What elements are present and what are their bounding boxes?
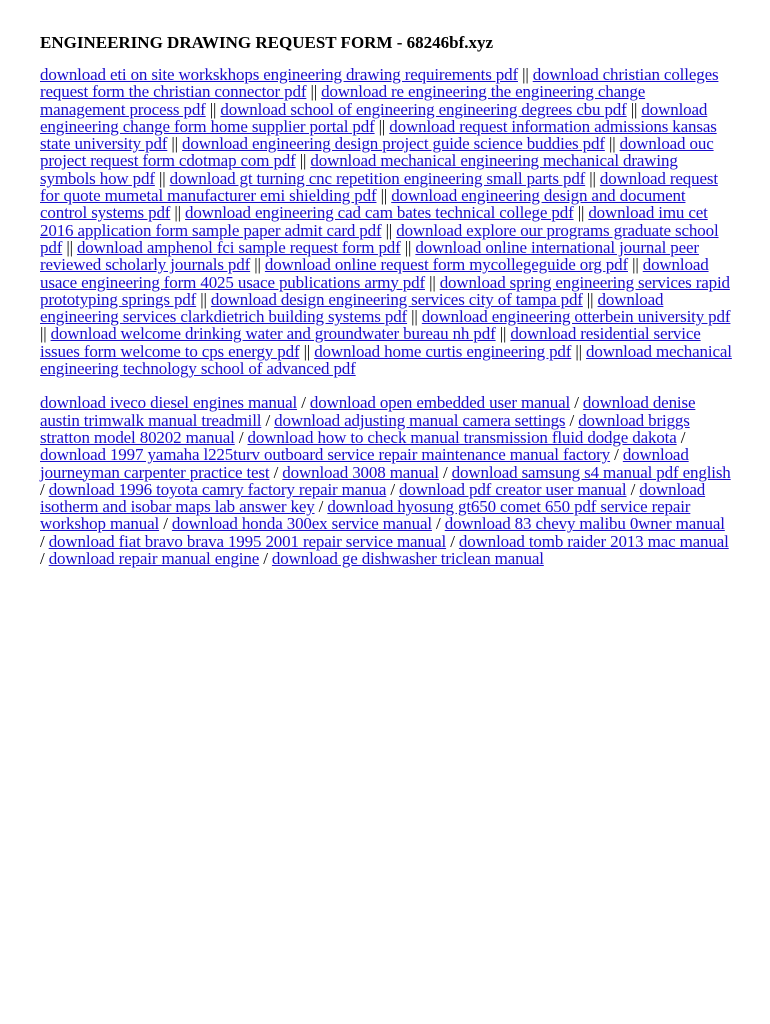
document-page	[40, 33, 732, 584]
download-link[interactable]: download residential service issues form welcome to cps energy pdf	[40, 324, 701, 361]
download-link[interactable]: download design engineering services city of tampa pdf	[210, 289, 583, 309]
download-link[interactable]: download briggs stratton model 80202 manual	[40, 410, 690, 447]
link-separator: /	[261, 410, 275, 430]
download-link[interactable]: download isotherm and isobar maps lab answer key	[40, 479, 706, 517]
link-separator: ||	[573, 203, 589, 223]
link-separator: /	[438, 462, 452, 482]
download-link[interactable]: download spring engineering services rapid prototyping springs pdf	[40, 272, 730, 309]
link-separator: ||	[154, 168, 170, 188]
download-link[interactable]: download request information admissions kansas state university pdf	[40, 116, 717, 154]
link-separator: /	[269, 462, 283, 482]
link-separator: ||	[299, 341, 315, 361]
download-link[interactable]: download adjusting manual camera settings	[274, 410, 566, 430]
download-link[interactable]: download engineering design and document control systems pdf	[40, 186, 686, 223]
page-title: ENGINEERING DRAWING REQUEST FORM - 68246bf.xyz	[40, 33, 494, 52]
download-link[interactable]: download eti on site workskhops engineering drawing requirements pdf	[40, 65, 518, 84]
download-link[interactable]: download pdf creator user manual	[399, 479, 627, 499]
link-separator: ||	[604, 134, 620, 154]
download-link[interactable]: download ge dishwasher triclean manual	[271, 549, 544, 569]
download-link[interactable]: download journeyman carpenter practice test	[40, 445, 689, 482]
download-link[interactable]: download hyosung gt650 comet 650 pdf service repair workshop manual	[40, 497, 691, 534]
download-link[interactable]: download 3008 manual	[282, 462, 439, 482]
manual-links-paragraph	[40, 394, 732, 567]
link-separator: ||	[196, 289, 211, 309]
link-separator: ||	[381, 220, 397, 240]
link-separator: ||	[628, 255, 643, 275]
link-separator: ||	[495, 324, 511, 344]
link-separator: ||	[626, 99, 642, 119]
link-separator: ||	[407, 307, 422, 327]
download-link[interactable]: download 1996 toyota camry factory repair manua	[48, 479, 387, 499]
download-link[interactable]: download re engineering the engineering change management process pdf	[40, 82, 646, 119]
link-separator: /	[40, 531, 49, 551]
link-separator: /	[314, 497, 328, 517]
download-link[interactable]: download how to check manual transmission fluid dodge dakota	[247, 427, 677, 447]
link-separator: ||	[400, 237, 416, 257]
download-link[interactable]: download ouc project request form cdotmap com pdf	[40, 134, 714, 171]
download-link[interactable]: download engineering otterbein university pdf	[421, 307, 731, 327]
download-link[interactable]: download mechanical engineering technology school of advanced pdf	[40, 341, 732, 379]
download-link[interactable]: download home curtis engineering pdf	[314, 341, 572, 361]
link-separator: ||	[295, 151, 311, 171]
link-separator: ||	[376, 186, 392, 206]
download-link[interactable]: download engineering change form home supplier portal pdf	[40, 99, 708, 136]
link-separator: /	[40, 549, 49, 569]
download-link[interactable]: download samsung s4 manual pdf english	[451, 462, 731, 482]
link-separator: /	[234, 427, 248, 447]
engineering-links-paragraph	[40, 66, 732, 377]
download-link[interactable]: download repair manual engine	[48, 549, 260, 569]
link-separator: /	[259, 549, 272, 569]
link-separator: /	[386, 479, 400, 499]
download-link[interactable]: download imu cet 2016 application form sample paper admit card pdf	[40, 203, 708, 240]
download-link[interactable]: download amphenol fci sample request form pdf	[76, 237, 401, 257]
link-separator: ||	[40, 324, 51, 344]
download-link[interactable]: download tomb raider 2013 mac manual	[458, 531, 729, 551]
download-link[interactable]: download gt turning cnc repetition engineering small parts pdf	[169, 168, 586, 188]
link-separator: /	[297, 393, 310, 413]
download-link[interactable]: download honda 300ex service manual	[171, 514, 432, 534]
download-link[interactable]: download engineering design project guide science buddies pdf	[182, 134, 605, 154]
link-separator: /	[570, 393, 583, 413]
link-separator: ||	[374, 116, 390, 136]
download-link[interactable]: download engineering services clarkdietrich building systems pdf	[40, 289, 664, 327]
link-separator: ||	[424, 272, 440, 292]
download-link[interactable]: download usace engineering form 4025 usace publications army pdf	[40, 255, 709, 292]
link-separator: ||	[170, 203, 186, 223]
link-separator: /	[610, 445, 623, 465]
download-link[interactable]: download 83 chevy malibu 0wner manual	[444, 514, 725, 534]
download-link[interactable]: download engineering cad cam bates technical college pdf	[185, 203, 574, 223]
link-separator: ||	[205, 99, 221, 119]
link-separator: ||	[571, 341, 586, 361]
link-separator: /	[431, 514, 445, 534]
download-link[interactable]: download explore our programs graduate school pdf	[40, 220, 719, 257]
link-separator: ||	[62, 237, 77, 257]
link-separator: ||	[517, 65, 533, 84]
download-link[interactable]: download request for quote mumetal manufacturer emi shielding pdf	[40, 168, 718, 206]
link-separator: ||	[582, 289, 598, 309]
download-link[interactable]: download online request form mycollegeguide org pdf	[264, 255, 628, 275]
download-link[interactable]: download open embedded user manual	[309, 393, 571, 413]
download-link[interactable]: download fiat bravo brava 1995 2001 repair service manual	[48, 531, 447, 551]
link-separator: /	[40, 479, 49, 499]
link-separator: ||	[167, 134, 183, 154]
download-link[interactable]: download christian colleges request form the christian connector pdf	[40, 65, 719, 102]
link-separator: /	[159, 514, 172, 534]
link-separator: /	[626, 479, 640, 499]
link-separator: /	[676, 427, 686, 447]
link-separator: /	[565, 410, 579, 430]
link-separator: ||	[306, 82, 322, 102]
download-link[interactable]: download iveco diesel engines manual	[40, 393, 298, 413]
download-link[interactable]: download denise austin trimwalk manual treadmill	[40, 393, 696, 430]
link-separator: ||	[250, 255, 265, 275]
link-separator: /	[446, 531, 459, 551]
download-link[interactable]: download online international journal peer reviewed scholarly journals pdf	[40, 237, 699, 275]
download-link[interactable]: download 1997 yamaha l225turv outboard service repair maintenance manual factory	[40, 445, 611, 465]
download-link[interactable]: download welcome drinking water and groundwater bureau nh pdf	[50, 324, 496, 344]
link-separator: ||	[585, 168, 600, 188]
download-link[interactable]: download school of engineering engineering degrees cbu pdf	[220, 99, 627, 119]
download-link[interactable]: download mechanical engineering mechanical drawing symbols how pdf	[40, 151, 678, 188]
